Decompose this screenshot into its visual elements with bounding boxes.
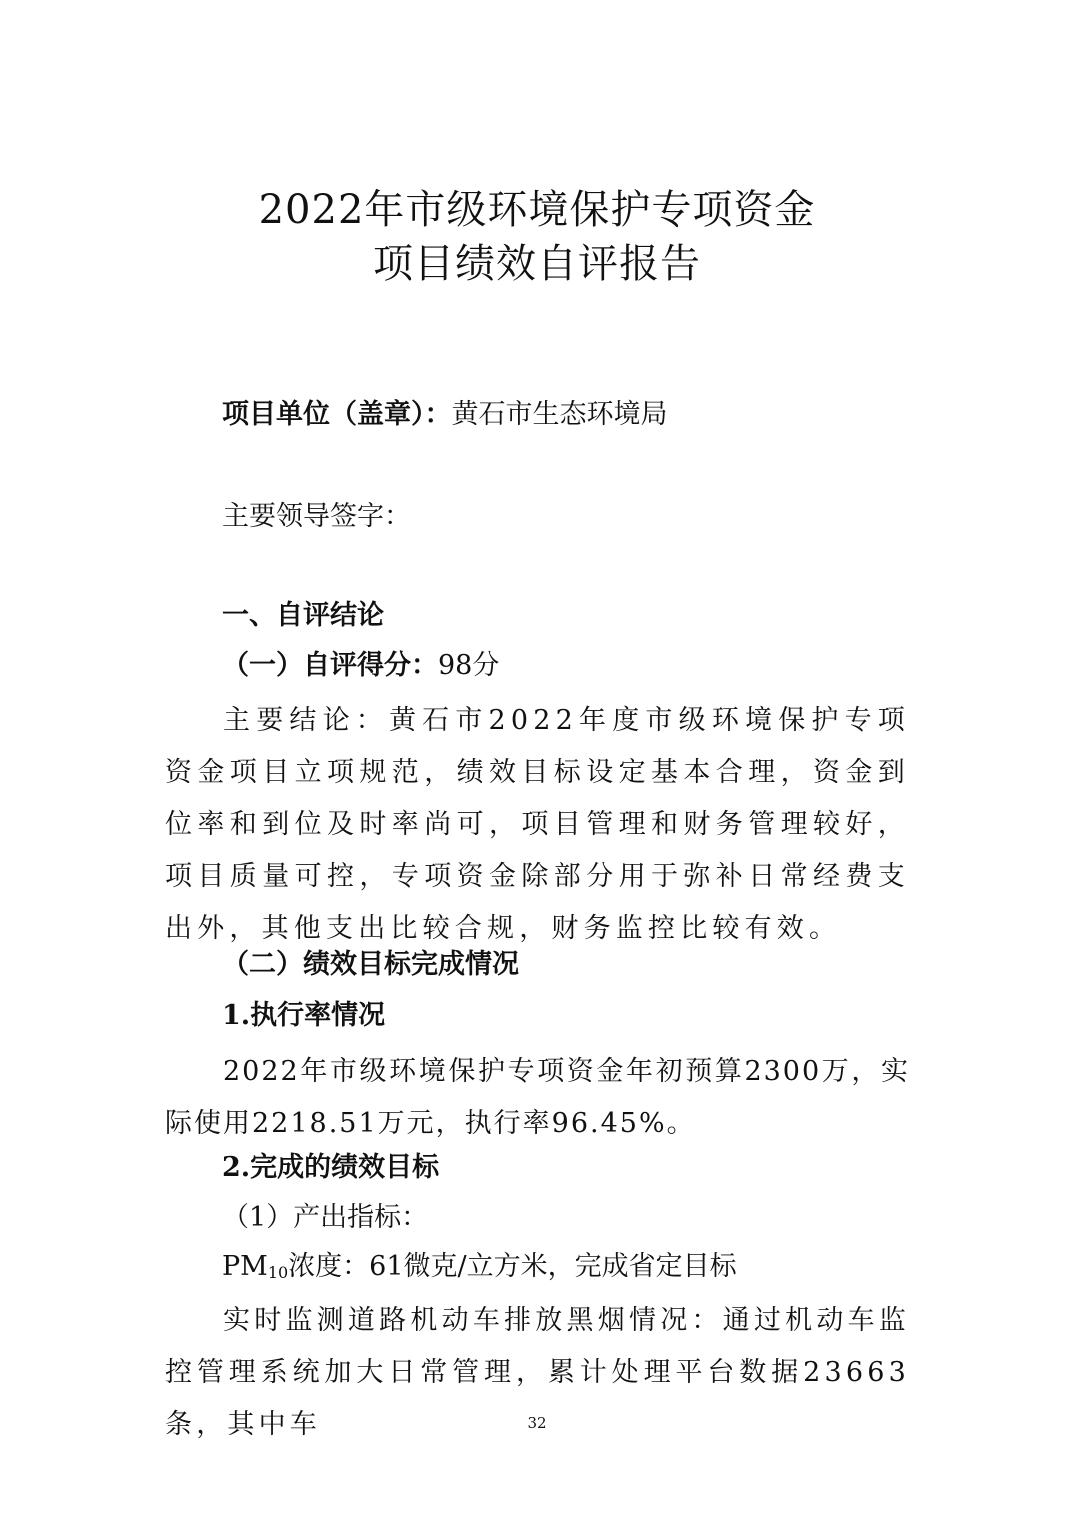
completed-targets-heading: 2.完成的绩效目标 [222,1152,440,1183]
execution-rate-heading: 1.执行率情况 [222,1000,386,1031]
self-score-label: （一）自评得分： [222,650,438,681]
main-conclusion-paragraph: 主要结论：黄石市2022年度市级环境保护专项资金项目立项规范，绩效目标设定基本合理，资金到位率和到位及时率尚可，项目管理和财务管理较好，项目质量可控，专项资金除部分用于弥补日常经费支出外，其他支出比较合规，财务监控比较有效。 [165,705,910,944]
vehicle-monitoring-paragraph: 实时监测道路机动车排放黑烟情况：通过机动车监控管理系统加大日常管理，累计处理平台数据23663条，其中车 [165,1305,910,1440]
section-1-heading: 一、自评结论 [222,600,384,631]
execution-rate-paragraph: 2022年市级环境保护专项资金年初预算2300万，实际使用2218.51万元，执行率96.45%。 [165,1056,910,1139]
pm10-text: 浓度：61微克/立方米，完成省定目标 [288,1251,737,1282]
pm-subscript: 10 [267,1263,289,1282]
self-score-line [222,647,499,685]
project-unit-value: 黄石市生态环境局 [451,399,668,430]
self-score-value: 98分 [438,650,500,681]
output-indicator-heading: （1）产出指标： [222,1202,429,1233]
report-title-line-2: 项目绩效自评报告 [373,241,701,287]
page-number: 32 [527,1414,547,1432]
section-1-2-heading: （二）绩效目标完成情况 [222,949,519,980]
pm10-line [222,1248,737,1289]
project-unit-label: 项目单位（盖章）： [222,399,452,430]
report-title-line-1: 2022年市级环境保护专项资金 [258,187,816,233]
leader-signature-label: 主要领导签字： [222,501,411,532]
project-unit-line [222,396,668,434]
pm-label: PM [222,1251,268,1282]
